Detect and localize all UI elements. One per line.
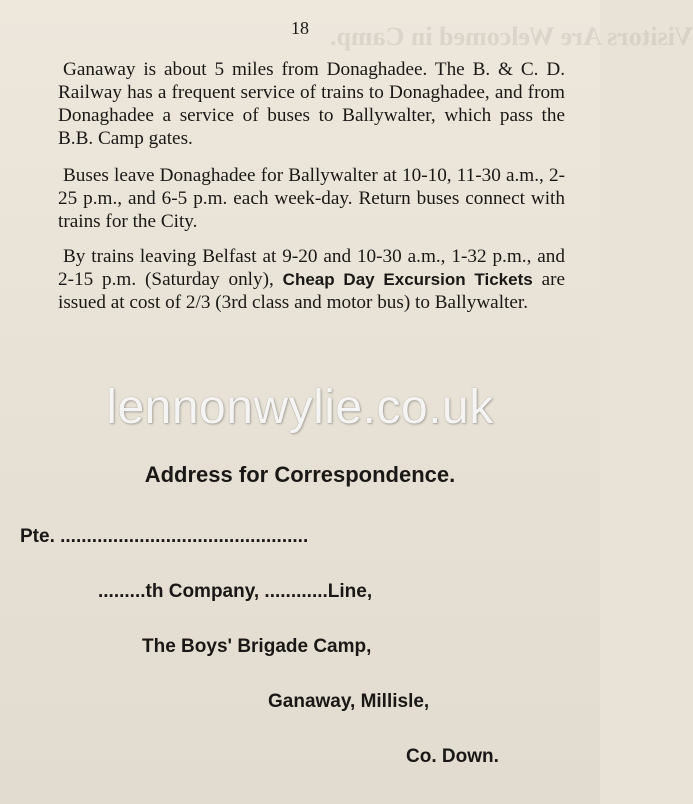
cheap-day-excursion-tickets: Cheap Day Excursion Tickets bbox=[282, 270, 533, 289]
page-number: 18 bbox=[291, 18, 309, 38]
address-line-camp: The Boys' Brigade Camp, bbox=[142, 636, 372, 657]
address-line-rank: Pte. ............................................... bbox=[20, 526, 309, 547]
paragraph-travel-by-rail: Ganaway is about 5 miles from Donaghadee. The B. & C. D. Railway has a frequent service of trains to Donaghadee, and from Donaghadee a service of buses to Ballywalter, which pass the B.B. Camp gates. bbox=[58, 59, 565, 149]
address-line-county: Co. Down. bbox=[406, 746, 499, 767]
excursion-text-after: are issued at cost of 2/3 (3rd class and motor bus) to Ballywalter. bbox=[58, 269, 565, 313]
address-heading: Address for Correspondence. bbox=[144, 462, 456, 487]
address-line-locality: Ganaway, Millisle, bbox=[268, 691, 430, 712]
website-watermark: lennonwylie.co.uk bbox=[106, 381, 494, 434]
address-line-company: .........th Company, ............Line, bbox=[98, 581, 373, 602]
paragraph-excursion-tickets bbox=[58, 245, 565, 314]
bleed-through-title: Visitors Are Welcomed in Camp. bbox=[330, 22, 693, 51]
excursion-text-before: By trains leaving Belfast at 9-20 and 10-30 a.m., 1-32 p.m., and 2-15 p.m. (Saturday only), bbox=[58, 246, 565, 290]
paragraph-bus-times: Buses leave Donaghadee for Ballywalter at 10-10, 11-30 a.m., 2-25 p.m., and 6-5 p.m. each week-day. Return buses connect with trains for the City. bbox=[58, 165, 565, 232]
